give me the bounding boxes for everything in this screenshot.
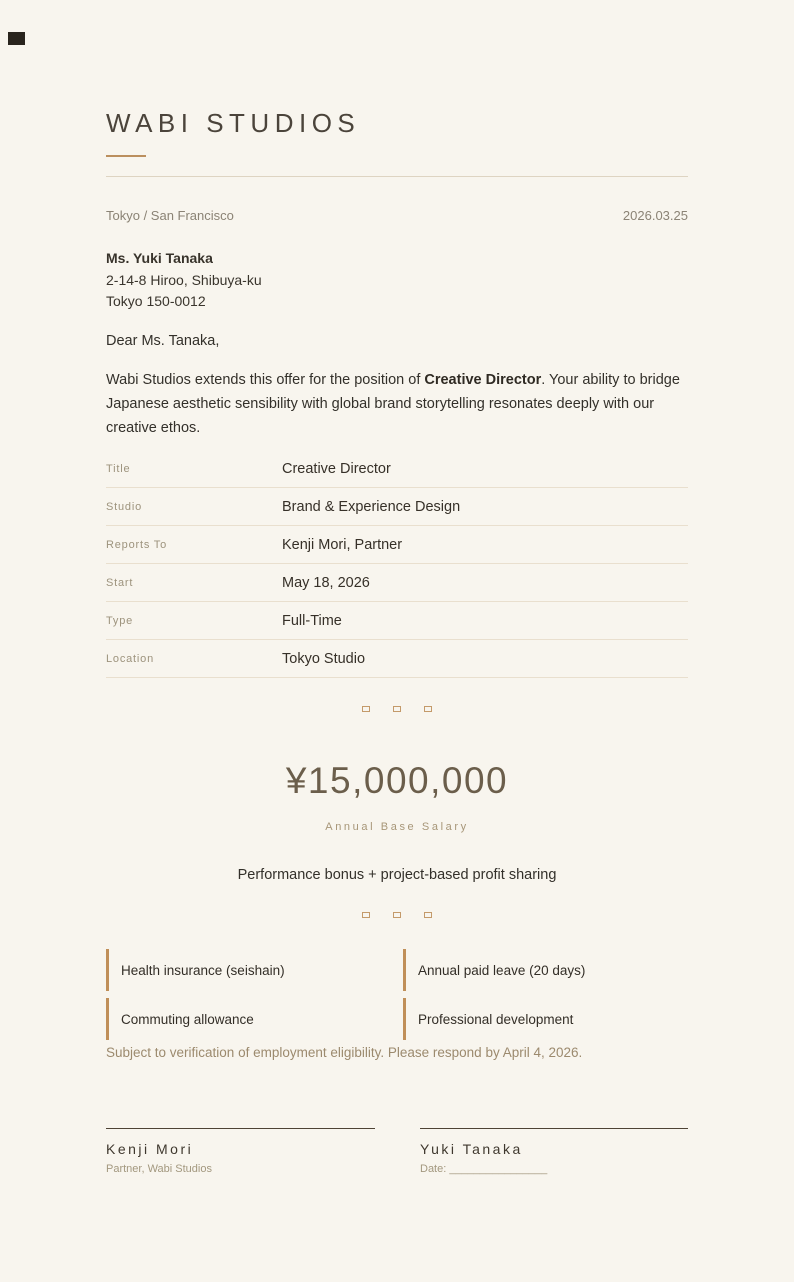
salary-amount: ¥15,000,000: [285, 760, 509, 801]
salutation: Dear Ms. Tanaka,: [106, 333, 220, 349]
recipient-address-line1: 2-14-8 Hiroo, Shibuya-ku: [106, 271, 262, 288]
benefit-item: Health insurance (seishain): [106, 949, 391, 991]
company-name: WABI STUDIOS: [106, 108, 361, 138]
accent-underline: [106, 155, 146, 157]
intro-text-after: . Your ability to bridge Japanese aesthetic sensibility with global brand storytelling resonates deeply with our creative ethos.: [106, 372, 680, 436]
detail-label: Start: [106, 576, 134, 589]
detail-row-title: [106, 450, 688, 488]
salary-note: Performance bonus + project-based profit sharing: [237, 867, 557, 883]
divider-square-icon: [424, 912, 432, 918]
detail-label: Type: [106, 614, 134, 627]
signature-candidate: [420, 1128, 688, 1175]
meta-row: [106, 208, 688, 223]
detail-value: Kenji Mori, Partner: [282, 536, 403, 553]
signature-block: [106, 1128, 688, 1175]
divider-square-icon: [362, 912, 370, 918]
signer-subtitle: Partner, Wabi Studios: [106, 1163, 212, 1175]
header-divider: [106, 176, 688, 177]
detail-label: Reports To: [106, 538, 167, 551]
detail-value: Creative Director: [282, 460, 391, 477]
benefits-grid: [106, 949, 688, 1040]
benefit-item: Professional development: [403, 998, 688, 1040]
signer-name: Kenji Mori: [106, 1141, 194, 1157]
detail-row-reports-to: [106, 526, 688, 564]
letter-date: 2026.03.25: [622, 208, 688, 223]
detail-value: Full-Time: [282, 612, 342, 629]
corner-ink-mark: [8, 32, 25, 45]
detail-label: Location: [106, 652, 154, 665]
salary-caption: Annual Base Salary: [325, 821, 469, 833]
intro-text-before: Wabi Studios extends this offer for the position of: [106, 372, 425, 388]
intro-paragraph: [106, 368, 688, 440]
closing-note: Subject to verification of employment eligibility. Please respond by April 4, 2026.: [106, 1045, 583, 1060]
company-locations: Tokyo / San Francisco: [106, 208, 234, 223]
divider-square-icon: [393, 706, 401, 712]
recipient-name: Ms. Yuki Tanaka: [106, 250, 213, 266]
section-divider: [106, 706, 688, 712]
detail-row-type: [106, 602, 688, 640]
divider-square-icon: [393, 912, 401, 918]
detail-row-studio: [106, 488, 688, 526]
recipient-address-line2: Tokyo 150-0012: [106, 293, 206, 309]
detail-label: Studio: [106, 500, 142, 513]
signer-name: Yuki Tanaka: [420, 1141, 523, 1157]
detail-value: Brand & Experience Design: [282, 498, 461, 515]
detail-label: Title: [106, 462, 131, 475]
detail-value: May 18, 2026: [282, 574, 370, 591]
benefit-item: Commuting allowance: [106, 998, 391, 1040]
signature-employer: [106, 1128, 375, 1175]
detail-row-location: [106, 640, 688, 678]
section-divider: [106, 912, 688, 918]
recipient-block: [106, 248, 262, 313]
divider-square-icon: [424, 706, 432, 712]
detail-value: Tokyo Studio: [282, 650, 366, 667]
detail-row-start: [106, 564, 688, 602]
position-highlight: Creative Director: [424, 372, 542, 388]
offer-details-table: [106, 450, 688, 678]
divider-square-icon: [362, 706, 370, 712]
benefit-item: Annual paid leave (20 days): [403, 949, 688, 991]
signature-date-line: Date: ________________: [420, 1163, 548, 1175]
